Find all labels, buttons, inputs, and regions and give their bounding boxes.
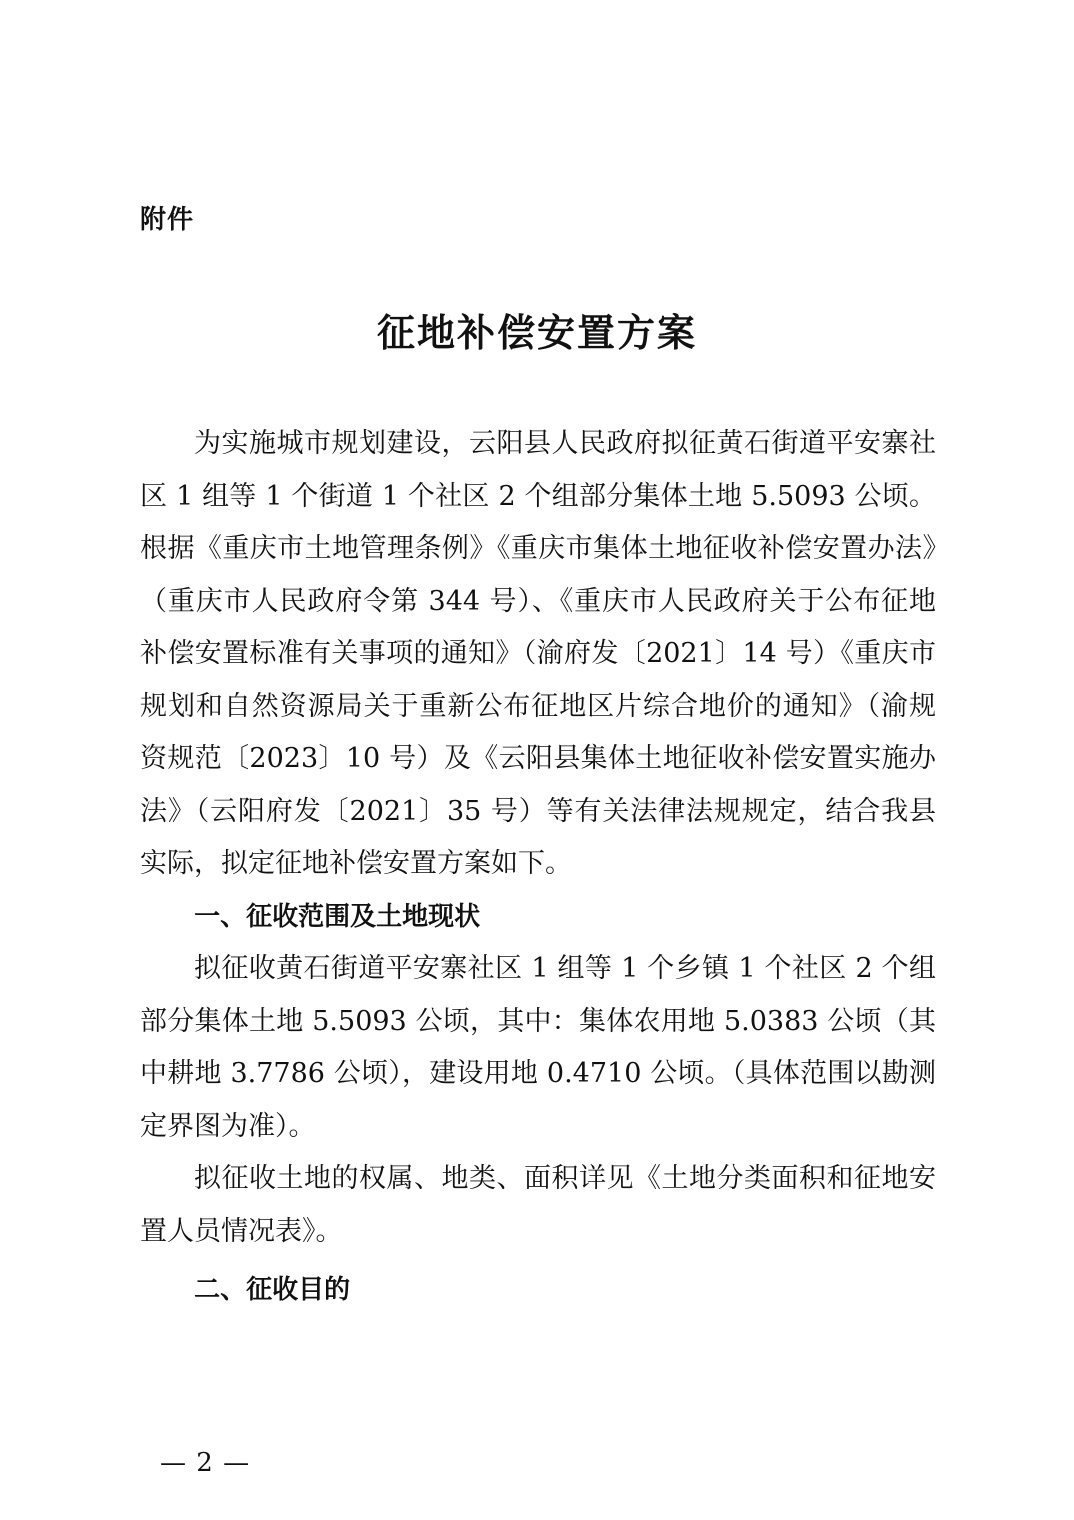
section-2-heading: 二、征收目的 [194,1275,351,1305]
intro-paragraph: 为实施城市规划建设，云阳县人民政府拟征黄石街道平安寨社区 1 组等 1 个街道 1 个社区 2 个组部分集体土地 5.5093 公顷。根据《重庆市土地管理条例》《重庆市集体土地征收补偿安置办法》（重庆市人民政府令第 344 号）、《重庆市人民政府关于公布征地补偿安置标准有关事项的通知》（渝府发〔2021〕14 号）《重庆市规划和自然资源局关于重新公布征地区片综合地价的通知》（渝规资规范〔2023〕10 号）及《云阳县集体土地征收补偿安置实施办法》（云阳府发〔2021〕35 号）等有关法律法规规定，结合我县实际，拟定征地补偿安置方案如下。 [140,428,936,879]
document-title: 征地补偿安置方案 [376,311,697,355]
section-1-heading: 一、征收范围及土地现状 [194,901,481,932]
document-body [140,418,936,1317]
section-1-paragraph-1: 拟征收黄石街道平安寨社区 1 组等 1 个乡镇 1 个社区 2 个组部分集体土地 5.5093 公顷，其中：集体农用地 5.0383 公顷（其中耕地 3.7786 公顷），建设用地 0.4710 公顷。（具体范围以勘测定界图为准）。 [140,953,936,1142]
attachment-label: 附件 [140,205,195,235]
page-number: — 2 — [160,1448,251,1478]
section-1-paragraph-2: 拟征收土地的权属、地类、面积详见《土地分类面积和征地安置人员情况表》。 [140,1163,936,1247]
